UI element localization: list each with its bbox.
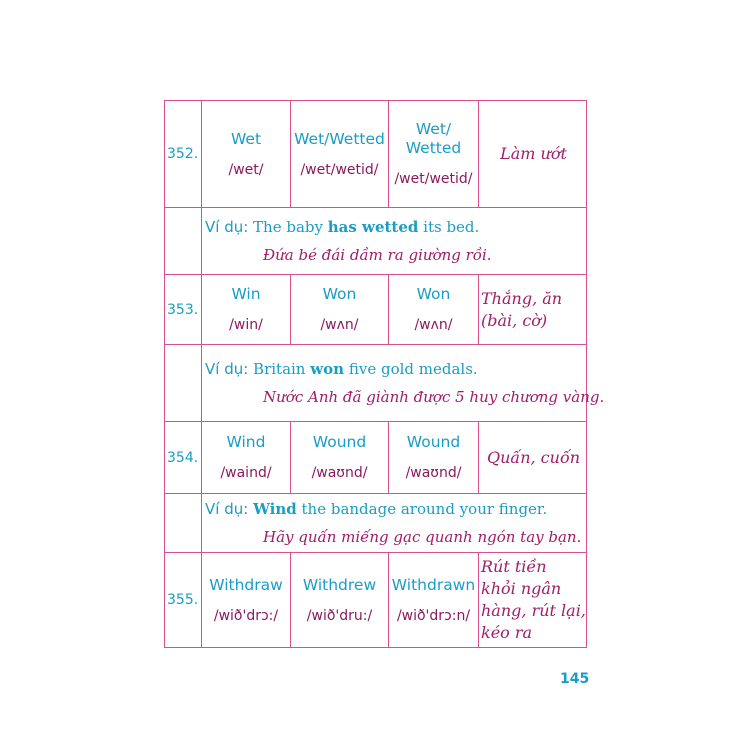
- base-form-ipa: /waind/: [220, 465, 272, 481]
- example-label: Ví dụ:: [205, 218, 249, 236]
- example-cell: [202, 208, 587, 275]
- base-form-cell: [202, 422, 291, 494]
- participle-form: Wound: [406, 433, 461, 451]
- example-text: five gold medals.: [344, 360, 478, 378]
- past-form-cell: [291, 275, 389, 345]
- example-label: Ví dụ:: [205, 500, 249, 518]
- example-text: the bandage around your finger.: [296, 500, 548, 518]
- example-cell: [202, 494, 587, 553]
- base-form: Win: [231, 285, 261, 303]
- example-row-352: [165, 208, 587, 275]
- past-form: Won: [322, 285, 357, 303]
- base-form-cell: [202, 101, 291, 208]
- past-form-ipa: /wið'dru:/: [306, 607, 373, 624]
- example-sentence: [205, 217, 586, 237]
- example-keyword: has wetted: [327, 218, 419, 236]
- empty-cell: [165, 494, 202, 553]
- example-label: Ví dụ:: [205, 360, 249, 378]
- example-translation: Nước Anh đã giành được 5 huy chương vàng.: [263, 388, 605, 406]
- participle-form: Won: [416, 285, 451, 303]
- past-form-ipa: /waʊnd/: [311, 465, 368, 481]
- participle-form-cell: [389, 422, 479, 494]
- past-form-cell: [291, 553, 389, 648]
- past-form-ipa: /wʌn/: [320, 317, 359, 333]
- base-form-ipa: /wið'drɔ:/: [213, 607, 279, 624]
- past-form-cell: [291, 422, 389, 494]
- base-form-cell: [202, 553, 291, 648]
- base-form-cell: [202, 275, 291, 345]
- example-row-354: [165, 494, 587, 553]
- entry-number: 353.: [165, 275, 202, 345]
- base-form-ipa: /win/: [229, 317, 263, 333]
- example-sentence: [205, 359, 586, 379]
- example-text: The baby: [248, 218, 328, 236]
- example-sentence: [205, 499, 586, 519]
- verb-row-353: [165, 275, 587, 345]
- example-keyword: won: [310, 360, 345, 378]
- participle-form-ipa: /wet/wetid/: [394, 171, 473, 187]
- past-form: Wet/Wetted: [294, 129, 385, 148]
- example-translation: Đứa bé đái dầm ra giường rồi.: [263, 246, 492, 264]
- example-cell: [202, 345, 605, 422]
- example-translation: Hãy quấn miếng gạc quanh ngón tay bạn.: [263, 528, 582, 546]
- meaning: Thắng, ăn (bài, cờ): [479, 275, 587, 345]
- base-form: Wet: [230, 129, 262, 148]
- participle-form-ipa: /wið'drɔ:n/: [396, 607, 471, 624]
- example-row-353: [165, 345, 587, 422]
- meaning: Rút tiền khỏi ngân hàng, rút lại, kéo ra: [479, 553, 587, 648]
- verb-row-354: [165, 422, 587, 494]
- base-form: Wind: [226, 433, 266, 451]
- past-form: Wound: [312, 433, 367, 451]
- participle-form-cell: [389, 101, 479, 208]
- participle-form-cell: [389, 275, 479, 345]
- past-form-cell: [291, 101, 389, 208]
- example-keyword: Wind: [253, 500, 297, 518]
- verb-row-352: [165, 101, 587, 208]
- meaning: Làm ướt: [479, 101, 587, 208]
- entry-number: 355.: [165, 553, 202, 648]
- participle-form: Wet/ Wetted: [405, 120, 462, 157]
- participle-form-cell: [389, 553, 479, 648]
- irregular-verbs-table: [164, 100, 605, 648]
- example-text: its bed.: [418, 218, 480, 236]
- past-form: Withdrew: [302, 575, 377, 594]
- meaning: Quấn, cuốn: [479, 422, 587, 494]
- entry-number: 352.: [165, 101, 202, 208]
- participle-form-ipa: /waʊnd/: [405, 465, 462, 481]
- verb-row-355: [165, 553, 587, 648]
- empty-cell: [165, 208, 202, 275]
- base-form: Withdraw: [209, 575, 283, 594]
- entry-number: 354.: [165, 422, 202, 494]
- participle-form-ipa: /wʌn/: [414, 317, 453, 333]
- example-text: Britain: [248, 360, 311, 378]
- participle-form: Withdrawn: [391, 575, 476, 594]
- page-number: 145: [560, 671, 590, 687]
- base-form-ipa: /wet/: [228, 161, 264, 178]
- empty-cell: [165, 345, 202, 422]
- past-form-ipa: /wet/wetid/: [300, 161, 379, 178]
